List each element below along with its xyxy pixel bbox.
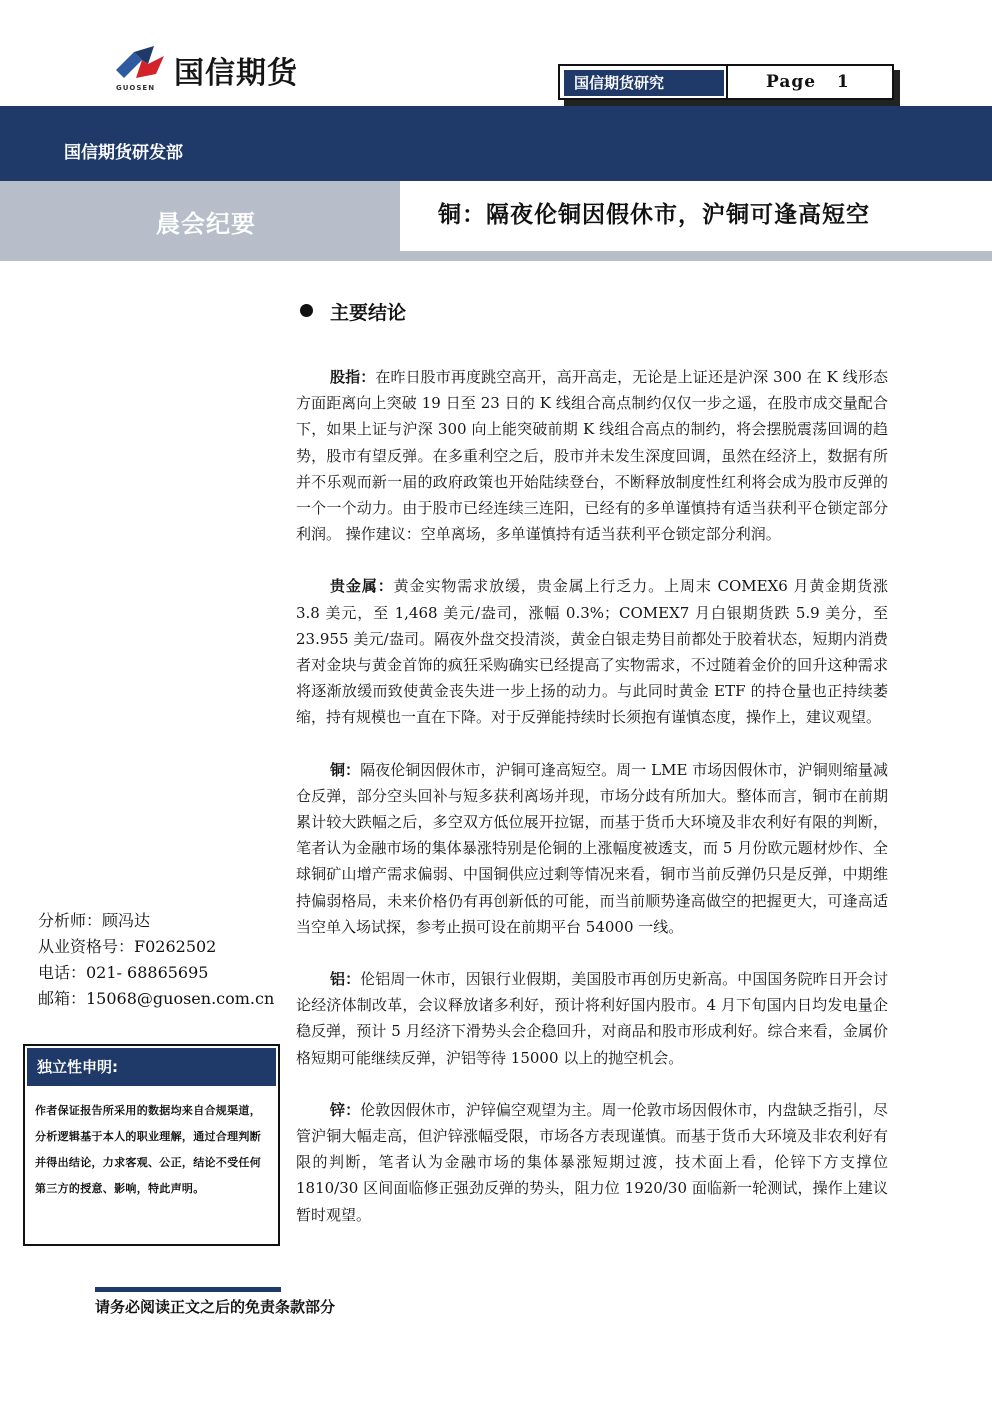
bullet-icon — [300, 304, 313, 317]
independence-statement-title: 独立性申明: — [27, 1048, 276, 1086]
paragraph-precious-metals — [296, 573, 888, 730]
analyst-info — [38, 908, 274, 1012]
paragraph-copper — [296, 757, 888, 940]
paragraph-text: 在昨日股市再度跳空高开，高开高走，无论是上证还是沪深 300 在 K 线形态方面距离向上突破 19 日至 23 日的 K 线组合高点制约仅仅一步之遥，在股市成交量配合下，如果上证与沪深 300 向上能突破前期 K 线组合高点的制约，将会摆脱震荡回调的趋势，股市有望反弹。在多重利空之后，股市并未发生深度回调，虽然在经济上，数据有所并不乐观而新一届的政府政策也开始陆续登台，不断释放制度性红利将会成为股市反弹的一个一个动力。由于股市已经连续三连阳，已经有的多单谨慎持有适当获利平仓锁定部分利润。 操作建议：空单离场，多单谨慎持有适当获利平仓锁定部分利润。 — [296, 368, 888, 544]
header-box-divider — [726, 66, 728, 98]
header-box — [558, 64, 894, 100]
paragraph-label: 股指： — [330, 368, 376, 386]
paragraph-aluminum — [296, 966, 888, 1071]
paragraph-text: 隔夜伦铜因假休市，沪铜可逢高短空。周一 LME 市场因假休市，沪铜则缩量减仓反弹，部分空头回补与短多获利离场并现，市场分歧有所加大。整体而言，铜市在前期累计较大跌幅之后，多空双方低位展开拉锯，而基于货币大环境及非农利好有限的判断，笔者认为金融市场的集体暴涨特别是伦铜的上涨幅度被透支，而 5 月份欧元题材炒作、全球铜矿山增产需求偏弱、中国铜供应过剩等情况来看，铜市当前反弹仍只是反弹，中期维持偏弱格局，未来价格仍有再创新低的可能，而当前顺势逢高做空的把握更大，可逢高适当空单入场试探，参考止损可设在前期平台 54000 一线。 — [296, 760, 888, 936]
guosen-logo — [112, 44, 352, 96]
footer-notice: 请务必阅读正文之后的免责条款部分 — [95, 1298, 336, 1316]
report-title: 铜：隔夜伦铜因假休市，沪铜可逢高短空 — [438, 202, 870, 228]
independence-statement-text: 作者保证报告所采用的数据均来自合规渠道，分析逻辑基于本人的职业理解，通过合理判断 并得出结论，力求客观、公正，结论不受任何第三方的授意、影响，特此声明。 — [35, 1104, 261, 1195]
footer-divider — [95, 1287, 281, 1292]
paragraph-text: 伦敦因假休市，沪锌偏空观望为主。周一伦敦市场因假休市，内盘缺乏指引，尽管沪铜大幅走高，但沪锌涨幅受限，市场各方表现谨慎。而基于货币大环境及非农利好有限的判断，笔者认为金融市场的集体暴涨短期过渡，技术面上看，伦锌下方支撑位 1810/30 区间面临修正强劲反弹的势头，阻力位 1920/30 面临新一轮测试，操作上建议暂时观望。 — [296, 1100, 888, 1224]
paragraph-text: 伦铝周一休市，因银行业假期，美国股市再创历史新高。中国国务院昨日开会讨论经济体制改革，会议释放诸多利好，预计将利好国内股市。4 月下旬国内日均发电量企稳反弹，预计 5 月经济下滑势头会企稳回升，对商品和股市形成利好。综合来看，金属价格短期可能继续反弹，沪铝等待 15000 以上的抛空机会。 — [296, 970, 888, 1067]
analyst-cert: 从业资格号：F0262502 — [38, 937, 217, 956]
section-title: 主要结论 — [330, 302, 407, 324]
header-box-label: 国信期货研究 — [564, 70, 724, 96]
report-date: 2013 年 05 月 07 日 — [842, 266, 972, 279]
page-label: Page — [766, 72, 817, 92]
logo-chinese-name: 国信期货 — [174, 56, 298, 91]
page-indicator — [766, 68, 850, 96]
paragraph-label: 锌： — [330, 1100, 361, 1119]
guosen-logo-icon — [112, 44, 168, 84]
independence-statement — [23, 1044, 280, 1246]
paragraph-zinc — [296, 1097, 888, 1228]
logo-english-name: GUOSEN — [116, 84, 156, 92]
analyst-name: 分析师：顾冯达 — [38, 911, 151, 930]
paragraph-stock-index — [296, 364, 888, 547]
department-name: 国信期货研发部 — [64, 143, 183, 163]
paragraph-label: 贵金属： — [330, 577, 394, 596]
paragraph-text: 黄金实物需求放缓，贵金属上行乏力。上周末 COMEX6 月黄金期货涨 3.8 美元，至 1,468 美元/盎司，涨幅 0.3%；COMEX7 月白银期货跌 5.9 美分，至 23.955 美元/盎司。隔夜外盘交投清淡，黄金白银走势目前都处于胶着状态，短期内消费者对金块与黄金首饰的疯狂采购确实已经提高了实物需求，不过随着金价的回升这种需求将逐渐放缓而致使黄金丧失进一步上扬的动力。与此同时黄金 ETF 的持仓量也正持续萎缩，持有规模也一直在下降。对于反弹能持续时长须抱有谨慎态度，操作上，建议观望。 — [296, 577, 888, 727]
report-type: 晨会纪要 — [156, 210, 256, 238]
page-number: 1 — [836, 72, 850, 92]
paragraph-label: 铜： — [330, 760, 361, 779]
analyst-phone: 电话：021- 68865695 — [38, 963, 209, 982]
paragraph-label: 铝： — [330, 970, 361, 989]
analyst-email: 邮箱：15068@guosen.com.cn — [38, 989, 275, 1008]
report-body — [296, 364, 888, 1254]
